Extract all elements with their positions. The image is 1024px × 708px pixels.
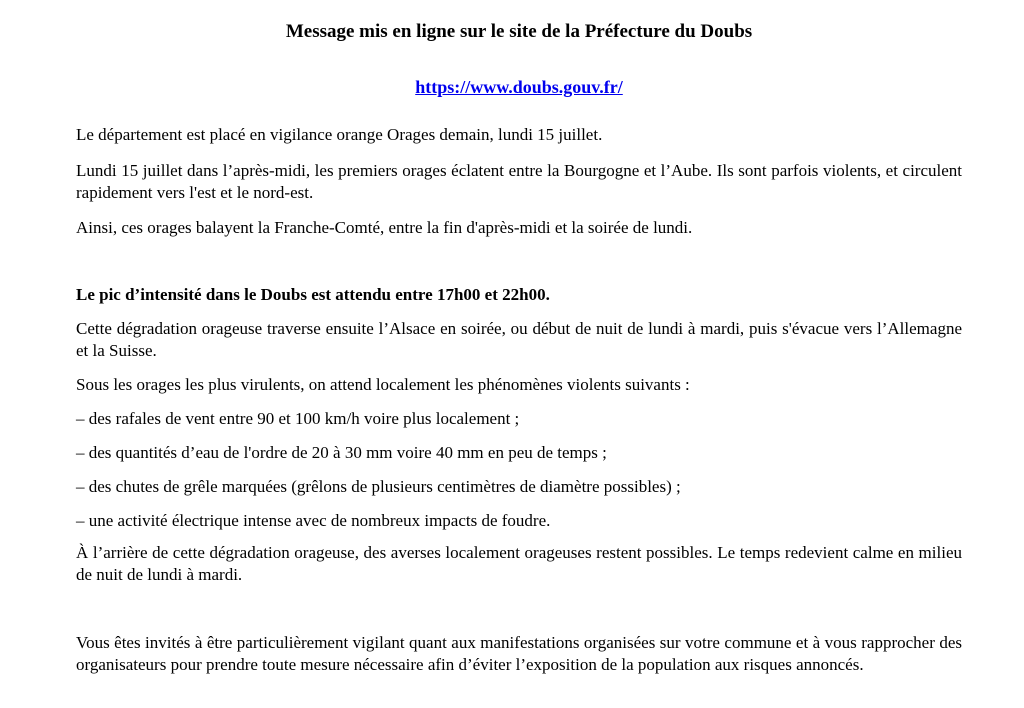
paragraph-franche-comte: Ainsi, ces orages balayent la Franche-Comté, entre la fin d'après-midi et la soirée de lundi. [76, 218, 693, 237]
paragraph-phenomena-intro: Sous les orages les plus virulents, on attend localement les phénomènes violents suivants : [76, 375, 690, 394]
paragraph-vigilance-advice: Vous êtes invités à être particulièrement vigilant quant aux manifestations organisées sur votre commune et à vous rapprocher des organisateurs pour prendre toute mesure nécessaire afin d’éviter l’exposition de la population aux risques annoncés. [76, 633, 962, 674]
prefecture-website-link[interactable]: https://www.doubs.gouv.fr/ [415, 77, 623, 97]
list-item-wind: – des rafales de vent entre 90 et 100 km/h voire plus localement ; [76, 409, 520, 428]
paragraph-peak-intensity: Le pic d’intensité dans le Doubs est attendu entre 17h00 et 22h00. [76, 285, 550, 304]
paragraph-storm-onset: Lundi 15 juillet dans l’après-midi, les premiers orages éclatent entre la Bourgogne et l’Aube. Ils sont parfois violents, et circulent rapidement vers l'est et le nord-est. [76, 161, 962, 202]
list-item-lightning: – une activité électrique intense avec de nombreux impacts de foudre. [76, 511, 551, 530]
prefecture-link-container [76, 76, 962, 98]
list-item-hail: – des chutes de grêle marquées (grêlons de plusieurs centimètres de diamètre possibles) ; [76, 477, 681, 496]
paragraph-alsace: Cette dégradation orageuse traverse ensuite l’Alsace en soirée, ou début de nuit de lundi à mardi, puis s'évacue vers l’Allemagne et la Suisse. [76, 319, 962, 360]
paragraph-aftermath: À l’arrière de cette dégradation orageuse, des averses localement orageuses restent possibles. Le temps redevient calme en milieu de nuit de lundi à mardi. [76, 543, 962, 584]
paragraph-vigilance: Le département est placé en vigilance orange Orages demain, lundi 15 juillet. [76, 125, 603, 144]
document-title: Message mis en ligne sur le site de la Préfecture du Doubs [285, 21, 753, 42]
list-item-rain: – des quantités d’eau de l'ordre de 20 à 30 mm voire 40 mm en peu de temps ; [76, 443, 607, 462]
